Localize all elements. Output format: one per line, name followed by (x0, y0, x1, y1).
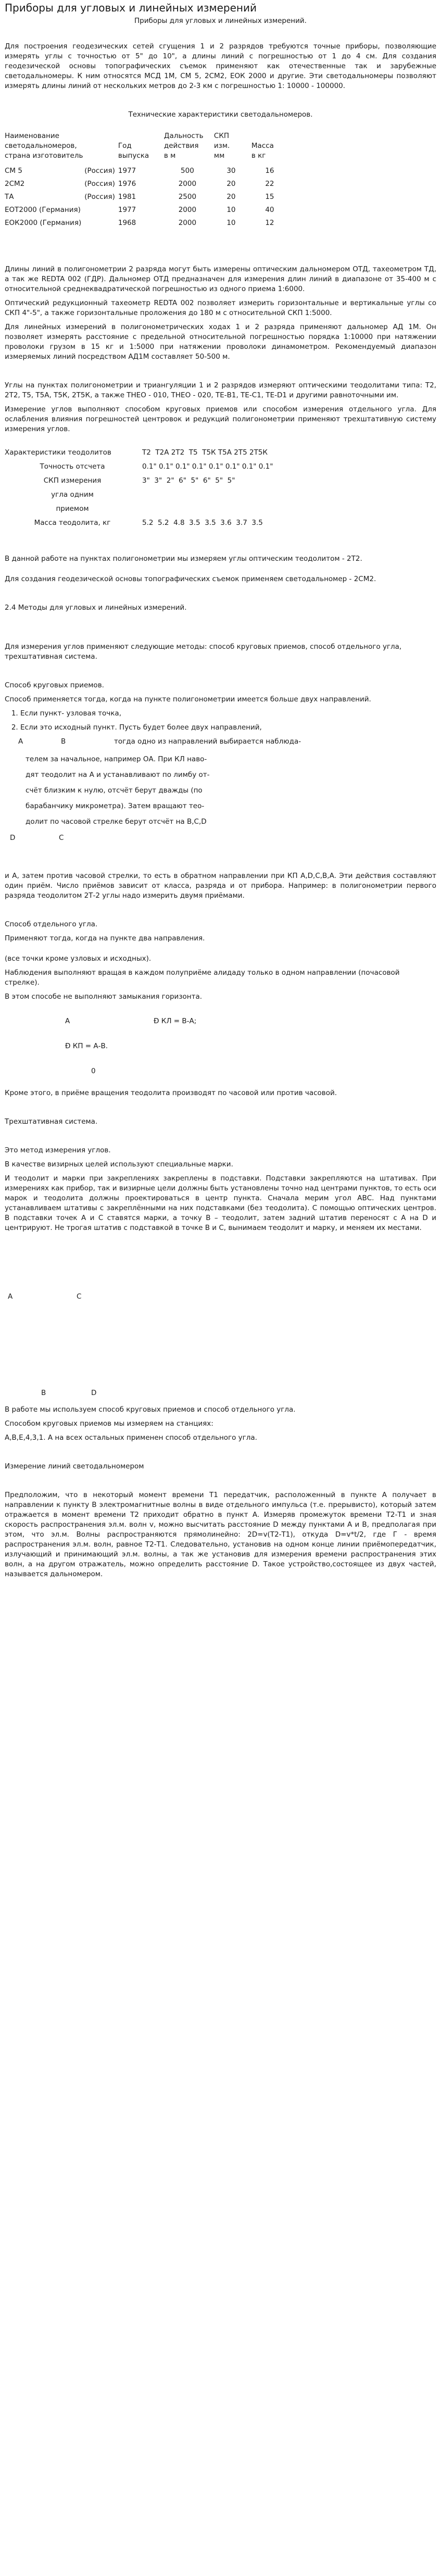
table-cell: 1976 (118, 180, 136, 188)
section-distance-heading: Измерение линий светодальномером (5, 1462, 144, 1471)
table-cell: 2500 (178, 193, 197, 201)
table-row (5, 166, 291, 179)
list-item: 2. Если это исходный пункт. Пусть будет более двух направлений, (20, 723, 436, 733)
theodolite-row-label: Масса теодолита, кг (34, 519, 111, 527)
table-cell: 1977 (118, 167, 136, 175)
table-cell: 10 (226, 219, 236, 227)
theodolite-row-values (142, 504, 275, 518)
table-cell: (Россия) (84, 180, 115, 188)
methods-use-paragraph: Для измерения углов применяют следующие методы: способ круговых приемов, способ отдельного угла, трехштативная система. (5, 643, 402, 661)
single-angle-formula (5, 1006, 436, 1074)
specs-title: Технические характеристики светодальномеров. (128, 110, 313, 119)
table-cell: 2СМ2 (5, 180, 25, 188)
diagram-point-d: D (91, 1389, 97, 1397)
circular-conditions-list (5, 709, 436, 733)
formula-zero: 0 (91, 1067, 96, 1075)
diagram-point-b: B (61, 737, 66, 746)
table-cell: ТА (5, 193, 14, 201)
theodolite-row-values: 3" 3" 2" 6" 5" 6" 5" 5" (142, 476, 235, 485)
diagram-point-c: C (77, 1292, 82, 1301)
table-row (5, 192, 291, 205)
table-row (5, 462, 275, 476)
formula-point-a: A (65, 1017, 70, 1025)
theodolite-row-values: 0.1" 0.1" 0.1" 0.1" 0.1" 0.1" 0.1" 0.1" (142, 462, 273, 471)
circular-stations-paragraph: Способом круговых приемов мы измеряем на станциях: (5, 1419, 213, 1428)
rotation-paragraph: Кроме этого, в приёме вращения теодолита производят по часовой или против часовой. (5, 1089, 337, 1097)
intro-paragraph: Для построения геодезических сетей сгущения 1 и 2 разрядов требуются точные приборы, позволяющие измерять углы с точностью от 5" до 10", а длины линий с погрешностью от 1 до 4 см. Для создания геодезической основы топографических съемок применяют как отечественные так и зарубежные светодальномеры. К ним относятся МСД 1М, СМ 5, 2СМ2, ЕОК 2000 и другие. Эти светодальномеры позволяют измерять длины линий от нескольких метров до 2-3 км с погрешностью 1: 10000 - 100000. (5, 42, 436, 90)
table-cell: 20 (226, 193, 236, 201)
table-cell: 10 (226, 206, 236, 214)
diagram-text-line: барабанчику микрометра). Затем вращают тео- (26, 802, 205, 810)
circular-method-heading: Способ круговых приемов. (5, 681, 104, 689)
table-header-row (5, 131, 291, 166)
table-cell: 2000 (178, 180, 197, 188)
document-page (0, 3, 441, 1589)
our-rangefinder-paragraph: Для создания геодезической основы топографических съемок применяем светодальномер - 2СМ2. (5, 575, 376, 583)
table-cell: 30 (226, 167, 236, 175)
table-cell: (Россия) (84, 193, 115, 201)
theodolite-header-row (5, 448, 275, 462)
diagram-text-line: дят теодолит на А и устанавливают по лимбу от- (26, 771, 210, 779)
section-methods-heading: 2.4 Методы для угловых и линейных измерений. (5, 604, 187, 612)
table-cell: ЕОТ2000 (Германия) (5, 206, 81, 214)
table-row (5, 490, 275, 504)
table-cell: СМ 5 (5, 167, 22, 175)
theodolite-header-label: Характеристики теодолитов (5, 448, 111, 457)
theodolite-row-label: Точность отсчета (40, 462, 105, 471)
our-theodolite-paragraph: В данной работе на пунктах полигонометрии мы измеряем углы оптическим теодолитом - 2Т2. (5, 555, 362, 563)
theodolite-models: Т2 Т2А 2Т2 Т5 Т5К Т5А 2Т5 2Т5К (142, 448, 268, 457)
header-mass: Масса в кг (251, 142, 274, 160)
header-year: Год выпуска (118, 142, 149, 160)
single-angle-closure: В этом способе не выполняют замыкания горизонта. (5, 992, 203, 1001)
table-row (5, 179, 291, 192)
table-cell: 500 (181, 167, 194, 175)
diagram-point-d: D (10, 834, 16, 842)
table-cell: 20 (226, 180, 236, 188)
three-tripod-definition: Это метод измерения углов. (5, 1146, 111, 1154)
stations-list-paragraph: A,B,E,4,3,1. А на всех остальных применен способ отдельного угла. (5, 1434, 257, 1442)
linear-paragraph: Для линейных измерений в полигонометрических ходах 1 и 2 разряда применяют дальномер АД 1М. Он позволяет измерять расстояние с предельной относительной погрешностью порядка 1:10000 при натяжении проволоки грузом в 15 кг и 1:5000 при натяжении проволоки динамометром. Рекомендуемый диапазон измеряемых линий посредством АД1М составляет 50-500 м. (5, 323, 436, 361)
table-cell: 12 (265, 219, 274, 227)
table-cell: 1977 (118, 206, 136, 214)
table-row (5, 476, 275, 490)
formula-right-angle: Ð КП = А-В. (65, 1042, 108, 1050)
table-cell: 1981 (118, 193, 136, 201)
table-cell (84, 205, 118, 218)
single-angle-paragraph: Применяют тогда, когда на пункте два направления. (5, 934, 205, 943)
list-item: 1. Если пункт- узловая точка, (20, 709, 436, 719)
three-tripod-body: И теодолит и марки при закреплениях закреплены в подставки. Подставки закрепляются на штативах. При измерениях как прибор, так и визирные цели должны быть установлены точно над центрами пунктов, то есть оси марок и теодолита должны проектироваться в центр пункта. Сначала мерим угол АВС. Над пунктами устанавливаем штативы с закреплёнными на них подставками (без теодолита). С помощью оптических центров. В подставки точек А и С ставятся марки, а точку В – теодолит, затем задний штатив переносят с А на D и центрируют. Не трогая штатив с подставкой в точке В и С, вынимаем теодолит и марку, и меняем их местами. (5, 1174, 436, 1232)
single-angle-heading: Способ отдельного угла. (5, 920, 98, 928)
distance-paragraph: Предположим, что в некоторый момент времени Т1 передатчик, расположенный в пункте А получает в направлении к пункту В электромагнитные волны в виде отдельного импульса (т.е. прерывисто), который затем отражается в момент времени Т2 приходит обратно в пункт А. Измеряв промежуток времени Т2-Т1 и зная скорость распространения эл.м. волн v, можно высчитать расстояние D между пунктами А и В, предполагая при этом, что эл.м. Волны распространяются прямолинейно: 2D=v(Т2-Т1), откуда D=v*t/2, где Г - время распространения эл.м. волн, равное Т2-Т1. Следовательно, установив на одном конце линии приёмопередатчик, излучающий и принимающий эл.м. волны, а так же установив для измерения времени распространения этих волн, а на другом отражатель, можно определить расстояние D. Такое устройство,состоящее из двух частей, называется дальномером. (5, 1491, 436, 1578)
rangefinder-specs-table (5, 131, 291, 231)
diagram-text-line: тогда одно из направлений выбирается наблюда- (114, 737, 301, 746)
diagram-text-line: долит по часовой стрелке берут отсчёт на B,C,D (26, 818, 207, 826)
diagram-point-a: A (18, 737, 23, 746)
polygon-lines-paragraph: Длины линий в полигонометрии 2 разряда могут быть измерены оптическим дальномером ОТД, тахеометром ТД, а так же REDTA 002 (ГДР). Дальномер ОТД предназначен для измерения длин линий в диапазоне от 35-400 м с относительной среднеквадратической погрешностью из одного приема 1:6000. (5, 265, 436, 293)
redta-paragraph: Оптический редукционный тахеометр REDTA 002 позволяет измерить горизонтальные и вертикальные углы со СКП 4"-5", а также горизонтальные проложения до 180 м с относительной СКП 1:5000. (5, 299, 436, 317)
theodolite-row-label: угла одним (51, 491, 94, 499)
table-cell: 2000 (178, 206, 197, 214)
diagram-point-a: A (8, 1292, 13, 1301)
circular-method-end-paragraph: и А, затем против часовой стрелки, то есть в обратном направлении при КП A,D,C,B,A. Эти действия составляют один приём. Число приёмов зависит от класса, разряда и от прибора. Например: в полигонометрии первого разряда теодолитом 2Т-2 углы надо измерить двумя приёмами. (5, 872, 436, 900)
theodolite-row-label: СКП измерения (43, 476, 102, 485)
table-cell: 1968 (118, 219, 136, 227)
table-cell: 40 (265, 206, 274, 214)
diagram-text-block (26, 751, 210, 830)
table-cell: ЕОК2000 (Германия) (5, 219, 82, 227)
our-methods-paragraph: В работе мы используем способ круговых приемов и способ отдельного угла. (5, 1405, 296, 1414)
three-tripod-heading: Трехштативная система. (5, 1117, 98, 1126)
single-angle-observation: Наблюдения выполняют вращая в каждом полуприёме алидаду только в одном направлении (почасовой стрелке). (5, 969, 400, 987)
header-name: Наименование светодальномеров, страна изготовитель (5, 132, 83, 160)
table-cell: 2000 (178, 219, 197, 227)
table-cell (84, 218, 118, 231)
theodolite-row-values: 5.2 5.2 4.8 3.5 3.5 3.6 3.7 3.5 (142, 519, 263, 527)
theodolite-table (5, 448, 275, 532)
three-tripod-diagram (5, 1237, 436, 1399)
theodolite-row-values (142, 490, 275, 504)
three-tripod-marks: В качестве визирных целей используют специальные марки. (5, 1160, 233, 1168)
diagram-point-c: C (59, 834, 64, 842)
table-cell: 16 (265, 167, 274, 175)
table-row (5, 218, 291, 231)
theodolite-row-label: приемом (56, 505, 89, 513)
circular-method-paragraph: Способ применяется тогда, когда на пункте полигонометрии имеется больше двух направлений. (5, 695, 371, 703)
header-range: Дальность действия в м (163, 132, 204, 160)
formula-left-angle: Ð КЛ = В-А; (154, 1017, 197, 1025)
diagram-text-line: телем за начальное, например ОА. При КЛ наво- (26, 755, 207, 763)
table-cell: 22 (265, 180, 274, 188)
page-title: Приборы для угловых и линейных измерений (5, 2, 257, 14)
angles-methods-paragraph: Измерение углов выполняют способом круговых приемов или способом измерения отдельного угла. Для ослабления влияния погрешностей центровок и редукций полигонометрии применяют трехштативную систему измерения углов. (5, 405, 436, 433)
table-cell: 15 (265, 193, 274, 201)
diagram-point-b: B (41, 1389, 46, 1397)
diagram-text-line: счёт близким к нулю, отсчёт берут дважды (по (26, 786, 203, 795)
table-cell: (Россия) (84, 167, 115, 175)
header-rmse: СКП изм. мм (213, 132, 230, 160)
table-row (5, 205, 291, 218)
single-angle-note: (все точки кроме узловых и исходных). (5, 954, 152, 963)
page-subtitle: Приборы для угловых и линейных измерений. (134, 17, 307, 25)
table-row (5, 518, 275, 532)
table-row (5, 504, 275, 518)
circular-method-diagram (5, 737, 436, 846)
angles-paragraph: Углы на пунктах полигонометрии и триангуляции 1 и 2 разрядов измеряют оптическими теодолитами типа: Т2, 2Т2, Т5, Т5А, Т5К, 2Т5К, а также THEO - 010, THEO - 020, ТЕ-В1, ТЕ-С1, ТЕ-D1 и другими равноточными им. (5, 381, 436, 399)
